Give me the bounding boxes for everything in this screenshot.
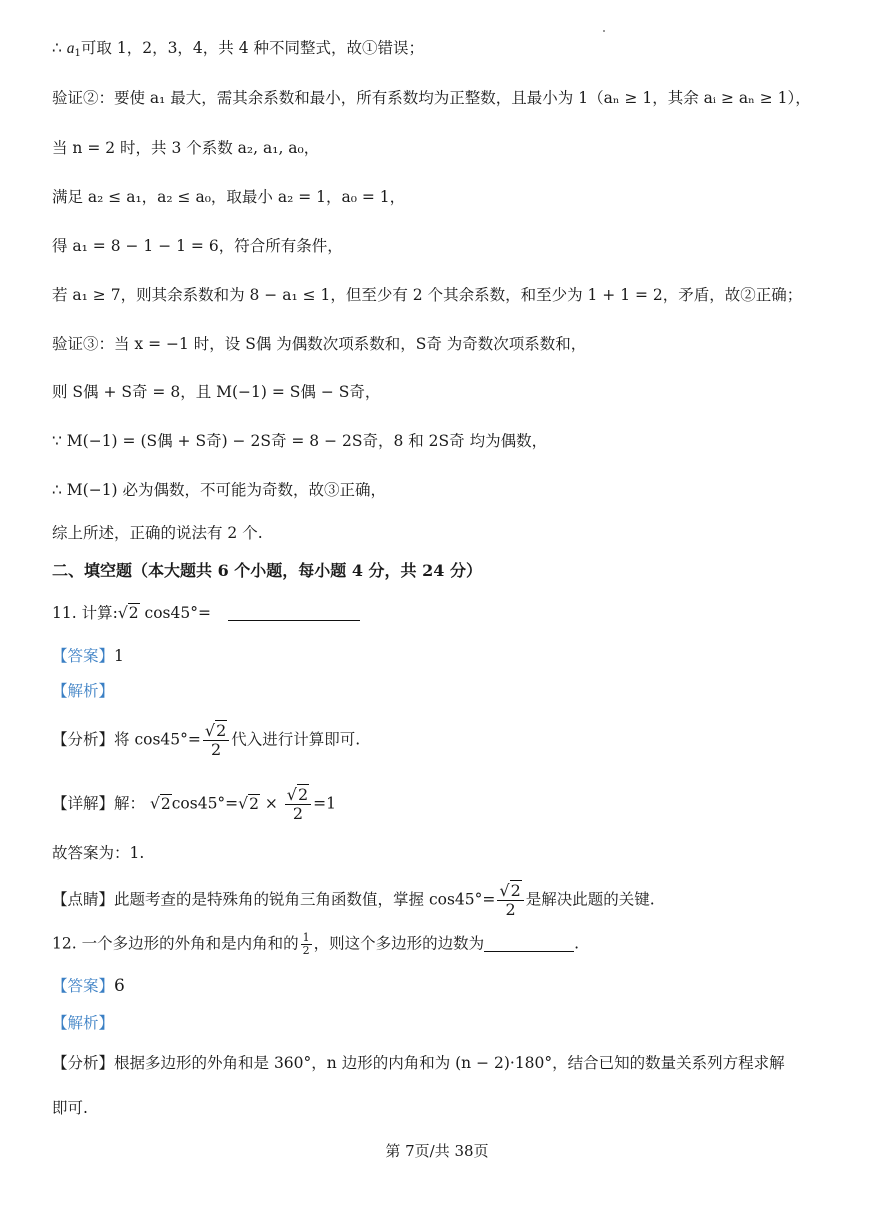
line-6: 若 a₁ ≥ 7，则其余系数和为 8 − a₁ ≤ 1，但至少有 2 个其余系数，和至少为 1 + 1 = 2，矛盾，故②正确； [52, 286, 803, 304]
q11-dianjing: 【点睛】此题考查的是特殊角的锐角三角函数值，掌握 cos45°= $\frac{√2}{2}$ 是解决此题的关键. [52, 881, 655, 919]
q11-detail: 【详解】解： √2cos45°=√2 × $\frac{√2}{2}$ =1 [52, 785, 337, 823]
q11-answer-blank [228, 620, 360, 621]
q11-question: 11. 计算:√2 cos45°= [52, 602, 360, 624]
q12-fenxi: 【分析】根据多边形的外角和是 360°，n 边形的内角和为 (n − 2)·180°，结合已知的数量关系列方程求解 [52, 1054, 785, 1072]
line-10: ∴ M(−1) 必为偶数，不可能为奇数，故③正确， [52, 481, 387, 499]
q11-analysis-tag: 【解析】 [52, 682, 115, 700]
q12-question: 12. 一个多边形的外角和是内角和的 $\frac{1}{2}$ ，则这个多边形的边数为 . [52, 931, 580, 957]
q11-fenxi: 【分析】将 cos45°= $\frac{√2}{2}$ 代入进行计算即可. [52, 721, 361, 759]
scan-dot [603, 30, 605, 32]
line-1: ∴ $a_1$可取 1，2，3，4，共 4 种不同整式，故①错误； [52, 39, 425, 59]
q11-answer: 【答案】1 [52, 647, 124, 665]
line-5: 得 a₁ = 8 − 1 − 1 = 6，符合所有条件， [52, 237, 343, 255]
line-7: 验证③：当 x = −1 时，设 S偶 为偶数次项系数和，S奇 为奇数次项系数和， [52, 335, 587, 353]
q12-analysis-tag: 【解析】 [52, 1014, 115, 1032]
line-3: 当 n = 2 时，共 3 个系数 a₂, a₁, a₀， [52, 139, 320, 157]
line-9: ∵ M(−1) = (S偶 + S奇) − 2S奇 = 8 − 2S奇，8 和 2S奇 均为偶数， [52, 432, 548, 450]
q11-conclusion: 故答案为：1. [52, 844, 145, 862]
q12-answer-blank [484, 951, 574, 952]
q12-answer: 【答案】6 [52, 976, 125, 996]
line-2: 验证②：要使 a₁ 最大，需其余系数和最小，所有系数均为正整数，且最小为 1（aₙ ≥ 1，其余 aᵢ ≥ aₙ ≥ 1）， [52, 89, 811, 107]
section-heading: 二、填空题（本大题共 6 个小题，每小题 4 分，共 24 分） [52, 561, 482, 580]
q12-fenxi-cont: 即可. [52, 1099, 88, 1117]
line-4: 满足 a₂ ≤ a₁，a₂ ≤ a₀，取最小 a₂ = 1，a₀ = 1， [52, 188, 406, 206]
page-footer: 第 7页/共 38页 [385, 1142, 489, 1160]
line-8: 则 S偶 + S奇 = 8，且 M(−1) = S偶 − S奇， [52, 383, 381, 401]
line-11: 综上所述，正确的说法有 2 个. [52, 524, 263, 542]
